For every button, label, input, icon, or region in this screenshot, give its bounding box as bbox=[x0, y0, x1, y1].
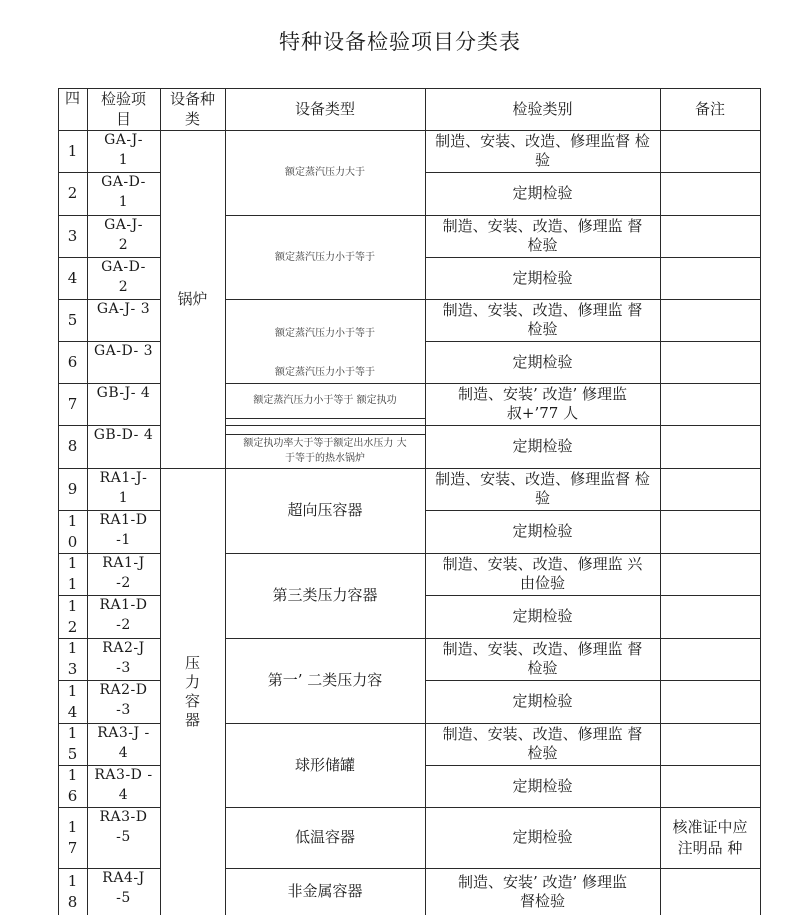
category-boiler: 锅炉 bbox=[177, 289, 208, 308]
inspection-type: 制造、安装、改造、修理监督 检 验 bbox=[435, 132, 650, 169]
row-code: GA-D- 1 bbox=[101, 174, 146, 210]
row-code: RA1-D -2 bbox=[99, 597, 148, 633]
equipment-type: 第三类压力容器 bbox=[272, 586, 378, 604]
header-item: 检验项 目 bbox=[100, 90, 146, 128]
inspection-type: 定期检验 bbox=[512, 828, 573, 846]
equipment-type: 额定蒸汽压力小于等于 额定执功 bbox=[253, 395, 397, 406]
equipment-type: 额定蒸汽压力小于等于 bbox=[275, 251, 375, 263]
inspection-type: 制造、安装、改造、修理监 兴 由俭验 bbox=[442, 555, 643, 592]
inspection-type: 定期检验 bbox=[512, 607, 573, 625]
row-code: RA3-J - 4 bbox=[97, 725, 150, 761]
row-code: GA-J- 2 bbox=[104, 217, 143, 253]
row-number: 2 bbox=[67, 184, 78, 202]
row-number: 7 bbox=[67, 394, 78, 413]
row-number: 8 bbox=[67, 437, 78, 455]
header-remark: 备注 bbox=[694, 100, 725, 118]
inspection-type: 制造、安装、改造、修理监 督 检验 bbox=[442, 725, 643, 762]
row-code: RA3-D - 4 bbox=[94, 767, 153, 803]
table-grid-line bbox=[225, 418, 425, 419]
row-code: RA2-D -3 bbox=[99, 682, 148, 718]
remark: 核准证中应 注明品 种 bbox=[672, 817, 748, 857]
row-number: 1 0 bbox=[67, 511, 78, 551]
row-number: 5 bbox=[67, 310, 78, 329]
row-number: 9 bbox=[67, 479, 78, 498]
row-code: GA-D- 3 bbox=[93, 343, 154, 359]
row-number: 1 5 bbox=[67, 724, 78, 763]
row-code: GA-J- 3 bbox=[96, 301, 151, 317]
row-number: 1 6 bbox=[67, 766, 78, 805]
inspection-type: 定期检验 bbox=[512, 776, 573, 795]
inspection-type: 定期检验 bbox=[512, 522, 573, 540]
table-grid-line bbox=[660, 88, 661, 915]
equipment-type: 额定蒸汽压力大于 bbox=[285, 167, 365, 178]
page-title: 特种设备检验项目分类表 bbox=[279, 30, 521, 54]
row-code: RA1-J -2 bbox=[102, 555, 145, 591]
equipment-type: 非金属容器 bbox=[287, 882, 363, 900]
equipment-type: 额定蒸汽压力小于等于 bbox=[275, 327, 375, 339]
table-grid-line bbox=[225, 425, 425, 426]
row-code: GA-D- 2 bbox=[101, 259, 146, 295]
equipment-type: 超向压容器 bbox=[287, 501, 363, 519]
row-number: 1 7 bbox=[67, 817, 78, 857]
row-code: GB-D- 4 bbox=[93, 427, 154, 443]
row-code: RA3-D -5 bbox=[99, 809, 148, 845]
table-grid-line bbox=[760, 88, 761, 915]
row-number: 1 3 bbox=[67, 639, 78, 678]
category-pressure-vessel: 压 力 容 器 bbox=[184, 653, 200, 729]
row-number: 1 1 bbox=[67, 554, 78, 593]
row-number: 1 2 bbox=[67, 596, 78, 636]
equipment-type: 额定蒸汽压力小于等于 bbox=[275, 366, 375, 378]
row-number: 3 bbox=[67, 226, 78, 245]
header-category: 设备种 类 bbox=[169, 90, 215, 128]
header-index: 四 bbox=[64, 89, 80, 107]
inspection-type: 制造、安装、改造、修理监 督 检验 bbox=[442, 640, 643, 677]
equipment-type: 额定执功率大于等于额定出水压力 大 于等于的热水锅炉 bbox=[243, 438, 407, 464]
equipment-type: 球形储罐 bbox=[294, 755, 355, 774]
row-code: GB-J- 4 bbox=[96, 385, 151, 401]
row-number: 4 bbox=[67, 268, 78, 287]
inspection-type: 制造、安装、改造、修理监 督 检验 bbox=[442, 217, 643, 254]
inspection-type: 制造、安装、改造、修理监督 检 验 bbox=[435, 470, 650, 507]
header-inspection: 检验类别 bbox=[512, 100, 573, 118]
header-type: 设备类型 bbox=[294, 100, 355, 118]
inspection-type: 定期检验 bbox=[512, 692, 573, 710]
equipment-type: 低温容器 bbox=[294, 828, 355, 846]
inspection-type: 制造、安装、改造、修理监 督 检验 bbox=[442, 301, 643, 338]
inspection-type: 定期检验 bbox=[512, 437, 573, 455]
inspection-type: 制造、安装’ 改造’ 修理监 督检验 bbox=[457, 872, 628, 910]
row-code: RA1-J- 1 bbox=[99, 470, 148, 506]
inspection-type: 定期检验 bbox=[512, 352, 573, 371]
row-number: 1 bbox=[67, 141, 78, 160]
row-number: 1 8 bbox=[67, 871, 78, 911]
row-code: GA-J- 1 bbox=[104, 132, 143, 168]
row-code: RA2-J -3 bbox=[102, 640, 145, 676]
row-number: 6 bbox=[67, 352, 78, 371]
row-code: RA4-J -5 bbox=[102, 870, 145, 906]
inspection-type: 制造、安装’ 改造’ 修理监 叔+’77 人 bbox=[457, 385, 628, 422]
equipment-type: 第一’ 二类压力容 bbox=[267, 671, 383, 689]
inspection-type: 定期检验 bbox=[512, 184, 573, 202]
inspection-type: 定期检验 bbox=[512, 268, 573, 287]
row-number: 1 4 bbox=[67, 681, 78, 721]
row-code: RA1-D -1 bbox=[99, 512, 148, 548]
